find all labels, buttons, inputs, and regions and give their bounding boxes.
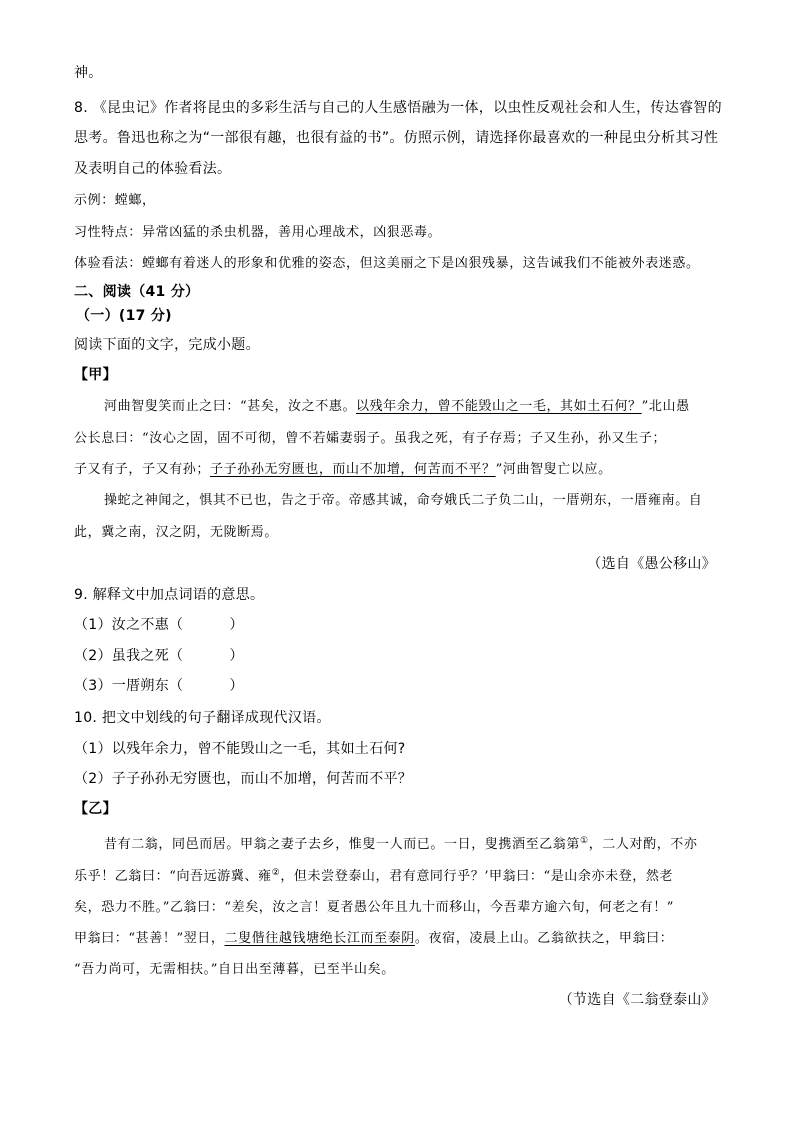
question-10-item-1: （1）以残年余力，曾不能毁山之一毛，其如土石何? — [74, 741, 406, 757]
passage-yi-line-3: 矣，恐力不胜。”乙翁曰：“差矣，汝之言！夏者愚公年且九十而移山，今吾辈方逾六旬，何老之有！” — [74, 900, 675, 915]
example-habit-line: 习性特点：异常凶猛的杀虫机器，善用心理战术，凶狠恶毒。 — [74, 225, 442, 240]
question-9: 9. 解释文中加点词语的意思。 — [74, 587, 265, 603]
passage-jia-line-2: 公长息曰：“汝心之固，固不可彻，曾不若孀妻弱子。虽我之死，有子存焉；子又生孙，孙又生子； — [74, 431, 667, 446]
question-9-item-3 — [74, 679, 244, 693]
passage-text: ”河曲智叟亡以应。 — [495, 462, 612, 477]
passage-text: 。夜宿，凌晨上山。乙翁欲扶之，甲翁曰： — [414, 931, 674, 946]
passage-yi-line-5: “吾力尚可，无需相扶。”自日出至薄暮，已至半山矣。 — [74, 962, 395, 977]
passage-text: ，但未尝登泰山，君有意同行乎？’甲翁曰：“是山余亦未登，然老 — [280, 869, 674, 884]
example-opinion-line: 体验看法：螳螂有着迷人的形象和优雅的姿态，但这美丽之下是凶狠残暴，这告诫我们不能被外表迷惑。 — [74, 256, 700, 271]
item-label: （2）虽我之死（ — [74, 648, 184, 664]
passage-text: 子又有子，子又有孙； — [74, 462, 211, 477]
passage-yi-line-4 — [74, 932, 673, 945]
footnote-marker: ② — [271, 868, 281, 878]
passage-yi-line-1 — [104, 837, 698, 851]
passage-text: ”北山愚 — [641, 399, 690, 414]
passage-yi-label: 【乙】 — [74, 801, 117, 817]
question-10: 10. 把文中划线的句子翻译成现代汉语。 — [74, 710, 331, 726]
example-line: 示例：螳螂， — [74, 193, 156, 208]
underlined-sentence-1: 以残年余力，曾不能毁山之一毛，其如土石何？ — [356, 399, 642, 414]
close-paren: ） — [229, 678, 244, 694]
close-paren: ） — [229, 648, 244, 664]
passage-yi-line-2 — [74, 869, 673, 883]
passage-text: 昔有二翁，同邑而居。甲翁之妻子去乡，惟叟一人而已。一日，叟携酒至乙翁第 — [104, 837, 581, 852]
part-heading: （一）(17 分) — [76, 308, 172, 324]
passage-text: ，二人对酌，不亦 — [588, 837, 698, 852]
passage-jia-line-3 — [74, 463, 612, 476]
item-label: （3）一厝朔东（ — [74, 678, 184, 694]
item-label: （1）汝之不惠（ — [74, 617, 184, 633]
question-8-line-3: 及表明自己的体验看法。 — [74, 161, 232, 177]
footnote-marker: ① — [580, 836, 589, 846]
question-10-item-2: （2）子子孙孙无穷匮也，而山不加增，何苦而不平？ — [74, 771, 413, 787]
close-paren: ） — [229, 617, 244, 633]
passage-text: 甲翁曰：“甚善！”翌日， — [74, 931, 225, 946]
underlined-sentence-2: 子子孙孙无穷匮也，而山不加增，何苦而不平？ — [210, 462, 496, 477]
source-citation-1: （选自《愚公移山》 — [587, 556, 716, 572]
passage-jia-line-1 — [104, 400, 690, 413]
question-8-line-1: 8. 《昆虫记》作者将昆虫的多彩生活与自己的人生感悟融为一体，以虫性反观社会和人生，传达睿智的 — [74, 100, 722, 116]
passage-text: 河曲智叟笑而止之曰：“甚矣，汝之不惠。 — [104, 399, 357, 414]
instruction-line: 阅读下面的文字，完成小题。 — [74, 337, 260, 353]
passage-text: 乐乎！乙翁曰：“向吾远游冀、雍 — [74, 869, 272, 884]
question-8-line-2: 思考。鲁迅也称之为“一部很有趣，也很有益的书”。仿照示例，请选择你最喜欢的一种昆虫分析其习性 — [74, 130, 719, 146]
passage-jia-label: 【甲】 — [74, 367, 117, 383]
underlined-sentence-3: 二叟偕往越钱塘绝长江而至泰阴 — [224, 931, 415, 946]
source-citation-2: （节选自《二翁登泰山》 — [558, 992, 716, 1008]
text-line: 神。 — [74, 65, 103, 81]
section-heading: 二、阅读（41 分） — [74, 284, 200, 300]
question-9-item-2 — [74, 649, 244, 663]
question-9-item-1 — [74, 618, 244, 632]
passage-jia-line-5: 此，冀之南，汉之阴，无陇断焉。 — [74, 525, 279, 540]
passage-jia-line-4: 操蛇之神闻之，惧其不已也，告之于帝。帝感其诚，命夸娥氏二子负二山，一厝朔东，一厝雍南。自 — [104, 493, 703, 508]
